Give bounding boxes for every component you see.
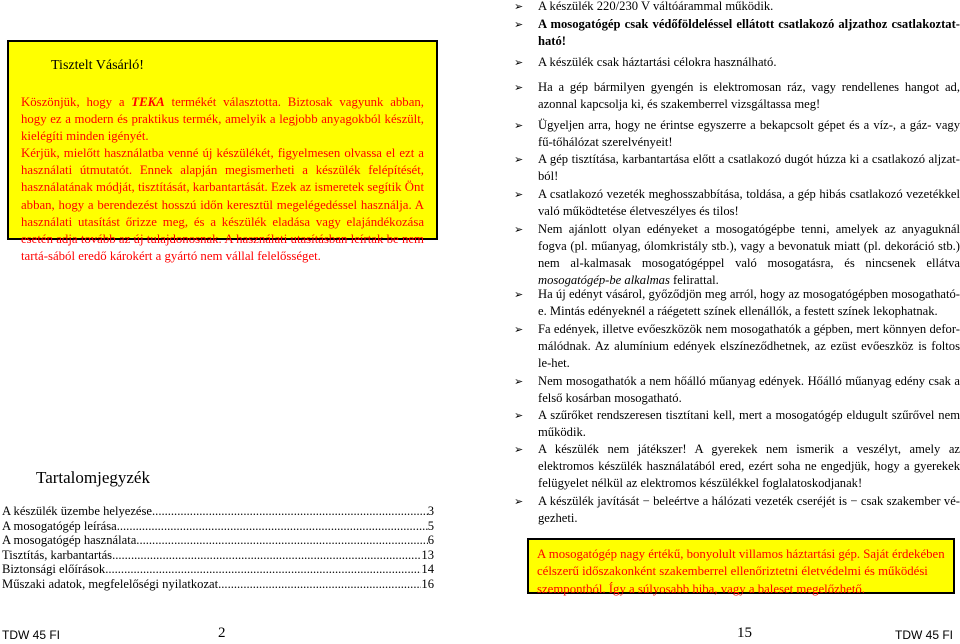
arrow-bullet-icon: ➢ (514, 119, 524, 132)
toc-entry[interactable] (2, 519, 434, 534)
bullet-item: ➢ A gép tisztítása, karbantartása előtt a csatlakozó dugót húzza ki a csatlakozó aljzat-ból! (514, 152, 960, 183)
bullet-item: ➢ Ügyeljen arra, hogy ne érintse egyszerre a bekapcsolt gépet és a víz-, a gáz- vagy fű-tőhálózat szerelvényeit! (514, 118, 960, 149)
greeting-paragraph: Kérjük, mielőtt használatba venné új készülékét, figyelmesen olvassa el ezt a használati útmutatót. Ennek alapján megismerheti a készülék felépítését, használatának módját, tisztítását, karbantartását. Ezek az ismeretek segítik Önt abban, hogy a berendezést hosszú időn keresztül megelégedéssel használja. A használati utasítást őrizze meg, és a készülék eladása vagy elajándékozása esetén adja tovább az új tulajdonosnak. A használati utasításban leírtak be nem tartá-sából eredő károkért a gyártó nem vállal felelősséget. (21, 146, 424, 263)
toc-entry-text: A készülék üzembe helyezése (2, 504, 153, 518)
arrow-bullet-icon: ➢ (514, 188, 524, 201)
toc-entry-page: 5 (427, 518, 434, 533)
toc-title: Tartalomjegyzék (36, 468, 150, 487)
toc-entry-page: 3 (427, 504, 434, 518)
greeting-intro: Köszönjük, hogy a (21, 95, 132, 109)
arrow-bullet-icon: ➢ (514, 375, 524, 388)
toc-leader-dots (218, 577, 421, 592)
arrow-bullet-icon: ➢ (514, 323, 524, 336)
toc-entry-text: Tisztítás, karbantartás (2, 547, 113, 562)
toc-leader-dots (152, 504, 428, 519)
toc-leader-dots (136, 533, 427, 548)
table-of-contents (2, 468, 434, 592)
toc-entry-text: Biztonsági előírások (2, 562, 106, 577)
greeting-box (7, 40, 438, 263)
toc-entry[interactable] (2, 562, 434, 577)
page-number-right: 15 (737, 625, 752, 641)
toc-entry-page: 16 (421, 576, 434, 591)
brand-name: TEKA (131, 95, 165, 109)
arrow-bullet-icon: ➢ (514, 443, 524, 456)
toc-entry-page: 14 (421, 562, 434, 577)
arrow-bullet-icon: ➢ (514, 223, 524, 236)
warning-box (527, 538, 955, 594)
toc-entry[interactable] (2, 533, 434, 548)
arrow-bullet-icon: ➢ (514, 409, 524, 422)
page-number-left: 2 (218, 625, 226, 641)
toc-entry[interactable] (2, 504, 434, 519)
greeting-intro-rest: termékét választotta. Biztosak vagyunk abban, hogy ez a modern és praktikus termék, amelyik a legjobb anyagokból készült, kielégíti minden igényét. (21, 95, 424, 144)
arrow-bullet-icon: ➢ (514, 81, 524, 94)
greeting-body (21, 94, 424, 265)
bullet-item: ➢ A mosogatógép csak védőföldeléssel ellátott csatlakozó aljzathoz csatlakoztat-ható! (514, 17, 960, 48)
toc-entry-page: 6 (427, 533, 434, 548)
toc-entry-text: A mosogatógép leírása (2, 518, 117, 533)
bullet-item: ➢ A csatlakozó vezeték meghosszabbítása, toldása, a gép hibás csatlakozó vezetékkel való működtetése életveszélyes és tilos! (514, 187, 960, 218)
toc-leader-dots (112, 548, 421, 563)
bullet-item: ➢ Ha új edényt vásárol, győződjön meg arról, hogy az mosogatógépben mosogatható-e. Mintás edényeknél a ráégetett színek ellenállók, a festett színek lekophatnak. (514, 287, 960, 318)
bullet-item: ➢ A szűrőket rendszeresen tisztítani kell, mert a mosogatógép eldugult szűrővel nem működik. (514, 408, 960, 439)
arrow-bullet-icon: ➢ (514, 495, 524, 508)
footer-model-left: TDW 45 FI (2, 628, 61, 642)
warning-text: A mosogatógép nagy értékű, bonyolult villamos háztartási gép. Saját érdekében célszerű időszakonként szakemberrel ellenőriztetni életvédelmi és működési szempontból. Így a súlyosabb hiba, vagy a baleset megelőzhető. (537, 547, 945, 596)
arrow-bullet-icon: ➢ (514, 18, 524, 31)
bullet-item: ➢ Fa edények, illetve evőeszközök nem mosogathatók a gépben, mert könnyen defor-málódnak. Az alumínium edények elszíneződhetnek, az ezüst evőeszköz is foltos le-het. (514, 322, 960, 370)
bullet-item: ➢ A készülék csak háztartási célokra használható. (514, 55, 777, 69)
toc-leader-dots (105, 562, 421, 577)
footer-model-right: TDW 45 FI (895, 628, 954, 642)
bullet-item: ➢ A készülék 220/230 V váltóárammal működik. (514, 0, 774, 13)
bullet-item: ➢ Nem ajánlott olyan edényeket a mosogatógépbe tenni, amelyek az anyaguknál fogva (pl. műanyag, ólomkristály stb.), vagy a bevonatuk miatt (pl. dekoráció stb.) nem al-kalmasak mosogatógéppel való mosogatásra, és nincsenek ellátva mosogatógép-be alkalmas felirattal. (514, 222, 960, 287)
bullet-item: ➢ A készülék javítását − beleértve a hálózati vezeték cseréjét is − csak szakember vé-gezheti. (514, 494, 960, 525)
toc-entry[interactable] (2, 577, 434, 592)
arrow-bullet-icon: ➢ (514, 288, 524, 301)
toc-entry-page: 13 (421, 547, 434, 562)
greeting-title: Tisztelt Vásárló! (51, 58, 144, 73)
bullet-item: ➢ Ha a gép bármilyen gyengén is elektromosan ráz, vagy rendellenes hangot ad, azonnal kapcsolja ki, és szakemberrel vizsgáltassa meg! (514, 80, 960, 111)
toc-leader-dots (117, 519, 428, 534)
toc-entry-text: A mosogatógép használata (2, 533, 137, 548)
arrow-bullet-icon: ➢ (514, 153, 524, 166)
arrow-bullet-icon: ➢ (514, 56, 524, 69)
arrow-bullet-icon: ➢ (514, 0, 524, 13)
toc-entry[interactable] (2, 548, 434, 563)
bullet-item: ➢ A készülék nem játékszer! A gyerekek nem ismerik a veszélyt, amely az elektromos készülék használatából ered, ezért soha ne engedjük, hogy a gyerekek felügyelet nélkül az elektromos készülékkel foglalatoskodjanak! (514, 442, 960, 490)
bullet-item: ➢ Nem mosogathatók a nem hőálló műanyag edények. Hőálló műanyag edény csak a felső kosárban mosogatható. (514, 374, 960, 405)
toc-entry-text: Műszaki adatok, megfelelőségi nyilatkozat (2, 576, 219, 591)
